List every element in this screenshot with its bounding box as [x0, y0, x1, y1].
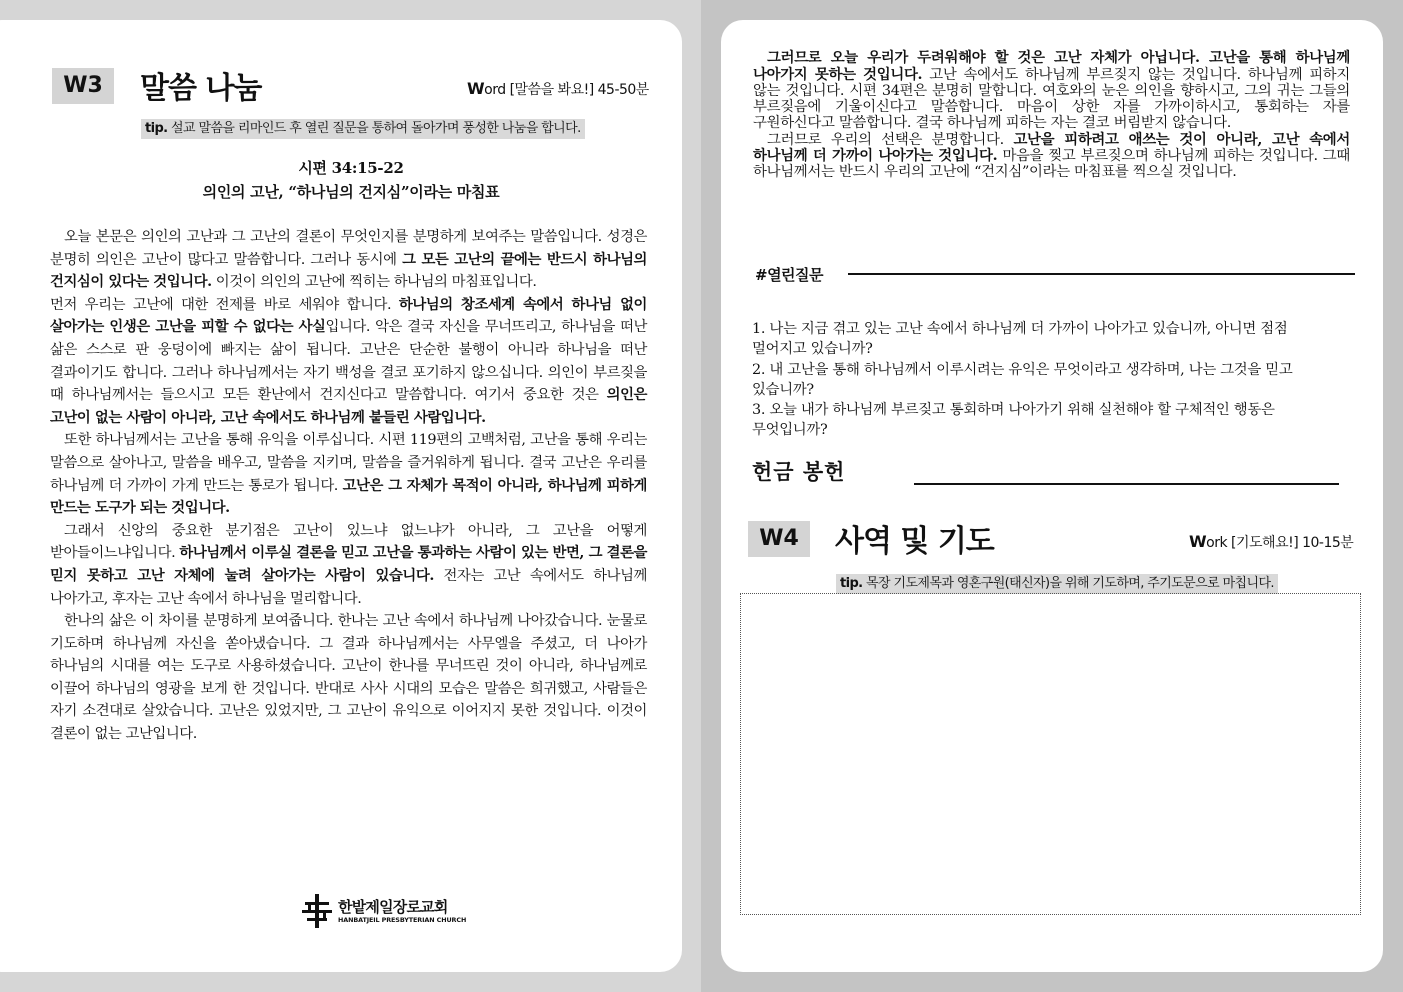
- section-title: 사역 및 기도: [835, 524, 994, 559]
- tip-text: 목장 기도제목과 영혼구원(태신자)을 위해 기도하며, 주기도문으로 마칩니다.: [862, 576, 1274, 591]
- text: 전자는 고난 속에서도 하나님께 나아가고, 후자는 고난 속에서 하나님을 멀리합니다.: [50, 567, 647, 607]
- paragraph: [753, 132, 1350, 182]
- text: 마음을 찢고 부르짖으며 하나님께 피하는 것입니다. 그때 하나님께서는 반드시 우리의 고난에 “건지심”이라는 마침표를 찍으실 것입니다.: [753, 148, 1350, 181]
- emphasis: 하나님께서 이루실 결론을 믿고 고난을 통과하는 사람이 있는 반면, 그 결론을 믿지 못하고 고난 자체에 눌려 살아가는 사람이 있습니다.: [50, 544, 648, 584]
- section-title: 말씀 나눔: [140, 71, 262, 106]
- meta-capital: W: [1189, 532, 1207, 551]
- text: 이것이 의인의 고난에 찍히는 하나님의 마침표입니다.: [211, 274, 537, 291]
- meta-capital: W: [467, 79, 485, 98]
- tip-banner: [141, 119, 585, 139]
- sermon-body: [50, 226, 647, 746]
- paragraph: [50, 520, 647, 610]
- open-questions-heading: #열린질문: [755, 266, 824, 284]
- emphasis: 고난을 피하려고 애쓰는 것이 아니라, 고난 속에서 하나님께 더 가까이 나아가는 것입니다.: [753, 130, 1350, 165]
- prayer-notes-box[interactable]: [740, 593, 1361, 915]
- text: 고난 속에서도 하나님께 부르짖지 않는 것입니다. 하나님께 피하지 않는 것입니다. 시편 34편은 분명히 말합니다. 여호와의 눈은 의인을 향하시고, 그의 귀는 그들의 부르짖음에 기울이신다고 말씀합니다. 마음이 상한 자를 가까이하시고, 통회하는 자를 구원하신다고 말씀합니다. 결국 하나님께 피하는 자는 결코 버림받지 않습니다.: [753, 66, 1350, 131]
- text: 입니다. 악은 결국 자신을 무너뜨리고, 하나님을 떠난 삶은 스스로 판 웅덩이에 빠지는 삶이 됩니다. 고난은 단순한 불행이 아니라 하나님을 떠난 결과이기도 합니다. 그러나 하나님께서는 자기 백성을 결코 포기하지 않으십니다. 의인이 부르짖을 때 하나님께서는 들으시고 모든 환난에서 건지신다고 말씀합니다. 여기서 중요한 것은: [50, 319, 647, 404]
- tip-text: 설교 말씀을 리마인드 후 열린 질문을 통하여 돌아가며 풍성한 나눔을 합니다.: [167, 121, 581, 136]
- church-name: 한밭제일장로교회: [338, 898, 448, 916]
- tip-banner: [836, 574, 1278, 594]
- emphasis: 그러므로 오늘 우리가 두려워해야 할 것은 고난 자체가 아닙니다. 고난을 통해 하나님께 나아가지 못하는 것입니다.: [753, 49, 1350, 83]
- paragraph: [50, 226, 647, 294]
- church-cross-icon: [302, 894, 332, 928]
- emphasis: 그 모든 고난의 끝에는 반드시 하나님의 건지심이 있다는 것입니다.: [50, 250, 647, 291]
- paragraph: [50, 294, 647, 430]
- meta-text: ork [기도해요!] 10-15분: [1206, 535, 1354, 551]
- week-badge: W4: [748, 521, 810, 557]
- emphasis: 하나님의 창조세계 속에서 하나님 없이 살아가는 인생은 고난을 피할 수 없다는 사실: [50, 295, 647, 336]
- meta-text: ord [말씀을 봐요!] 45-50분: [484, 82, 649, 98]
- left-page: [0, 20, 682, 972]
- emphasis: 의인은 고난이 없는 사람이 아니라, 고난 속에서도 하나님께 붙들린 사람입니다.: [50, 386, 647, 426]
- church-name-english: HANBATJEIL PRESBYTERIAN CHURCH: [338, 916, 467, 924]
- paragraph: [753, 50, 1350, 132]
- tip-label: tip.: [840, 576, 863, 591]
- question-item: 2. 내 고난을 통해 하나님께서 이루시려는 유익은 무엇이라고 생각하며, 나는 그것을 믿고 있습니까?: [752, 361, 1293, 398]
- right-page: [721, 20, 1383, 972]
- section-meta: [467, 79, 649, 99]
- tip-label: tip.: [145, 121, 168, 136]
- sermon-subtitle: 의인의 고난, “하나님의 건지심”이라는 마침표: [202, 183, 500, 201]
- text: 먼저 우리는 고난에 대한 전제를 바로 세워야 합니다.: [50, 296, 399, 313]
- section-meta: [1189, 532, 1353, 552]
- emphasis: 고난은 그 자체가 목적이 아니라, 하나님께 피하게 만드는 도구가 되는 것입니다.: [50, 476, 647, 517]
- scripture-reference: 시편 34:15-22: [298, 159, 404, 177]
- text: 그러므로 우리의 선택은 분명합니다.: [767, 131, 1014, 148]
- text: 오늘 본문은 의인의 고난과 그 고난의 결론이 무엇인지를 분명하게 보여주는 말씀입니다. 성경은 분명히 의인은 고난이 많다고 말씀합니다. 그러나 동시에: [50, 229, 647, 268]
- text: 그래서 신앙의 중요한 분기점은 고난이 있느냐 없느냐가 아니라, 그 고난을 어떻게 받아들이느냐입니다.: [50, 522, 647, 562]
- open-questions: [752, 319, 1336, 441]
- text: 또한 하나님께서는 고난을 통해 유익을 이루십니다. 시편 119편의 고백처럼, 고난을 통해 우리는 말씀으로 살아나고, 말씀을 배우고, 말씀을 지키며, 말씀을 즐거워하게 됩니다. 결국 고난은 우리를 하나님께 더 가까이 가게 만드는 통로가 됩니다.: [50, 432, 647, 494]
- text: 한나의 삶은 이 차이를 분명하게 보여줍니다. 한나는 고난 속에서 하나님께 나아갔습니다. 눈물로 기도하며 하나님께 자신을 쏟아냈습니다. 그 결과 하나님께서는 사무엘을 주셨고, 더 나아가 하나님의 시대를 여는 도구로 사용하셨습니다. 고난이 한나를 무너뜨린 것이 아니라, 하나님께로 이끌어 하나님의 영광을 보게 한 것입니다. 반대로 사사 시대의 모습은 말씀은 희귀했고, 사람들은 자기 소견대로 살았습니다. 고난은 있었지만, 그 고난이 유익으로 이어지지 못한 것입니다. 이것이 결론이 없는 고난입니다.: [50, 613, 647, 743]
- divider-line: [848, 273, 1355, 275]
- paragraph: [50, 429, 647, 519]
- offering-heading: 헌금 봉헌: [752, 460, 846, 484]
- question-item: 3. 오늘 내가 하나님께 부르짖고 통회하며 나아가기 위해 실천해야 할 구체적인 행동은 무엇입니까?: [752, 402, 1275, 439]
- divider-line: [914, 483, 1339, 485]
- question-item: 1. 나는 지금 겪고 있는 고난 속에서 하나님께 더 가까이 나아가고 있습니까, 아니면 점점 멀어지고 있습니까?: [752, 321, 1288, 358]
- week-badge: W3: [52, 68, 114, 104]
- paragraph: [50, 610, 647, 746]
- sermon-conclusion: [753, 50, 1350, 181]
